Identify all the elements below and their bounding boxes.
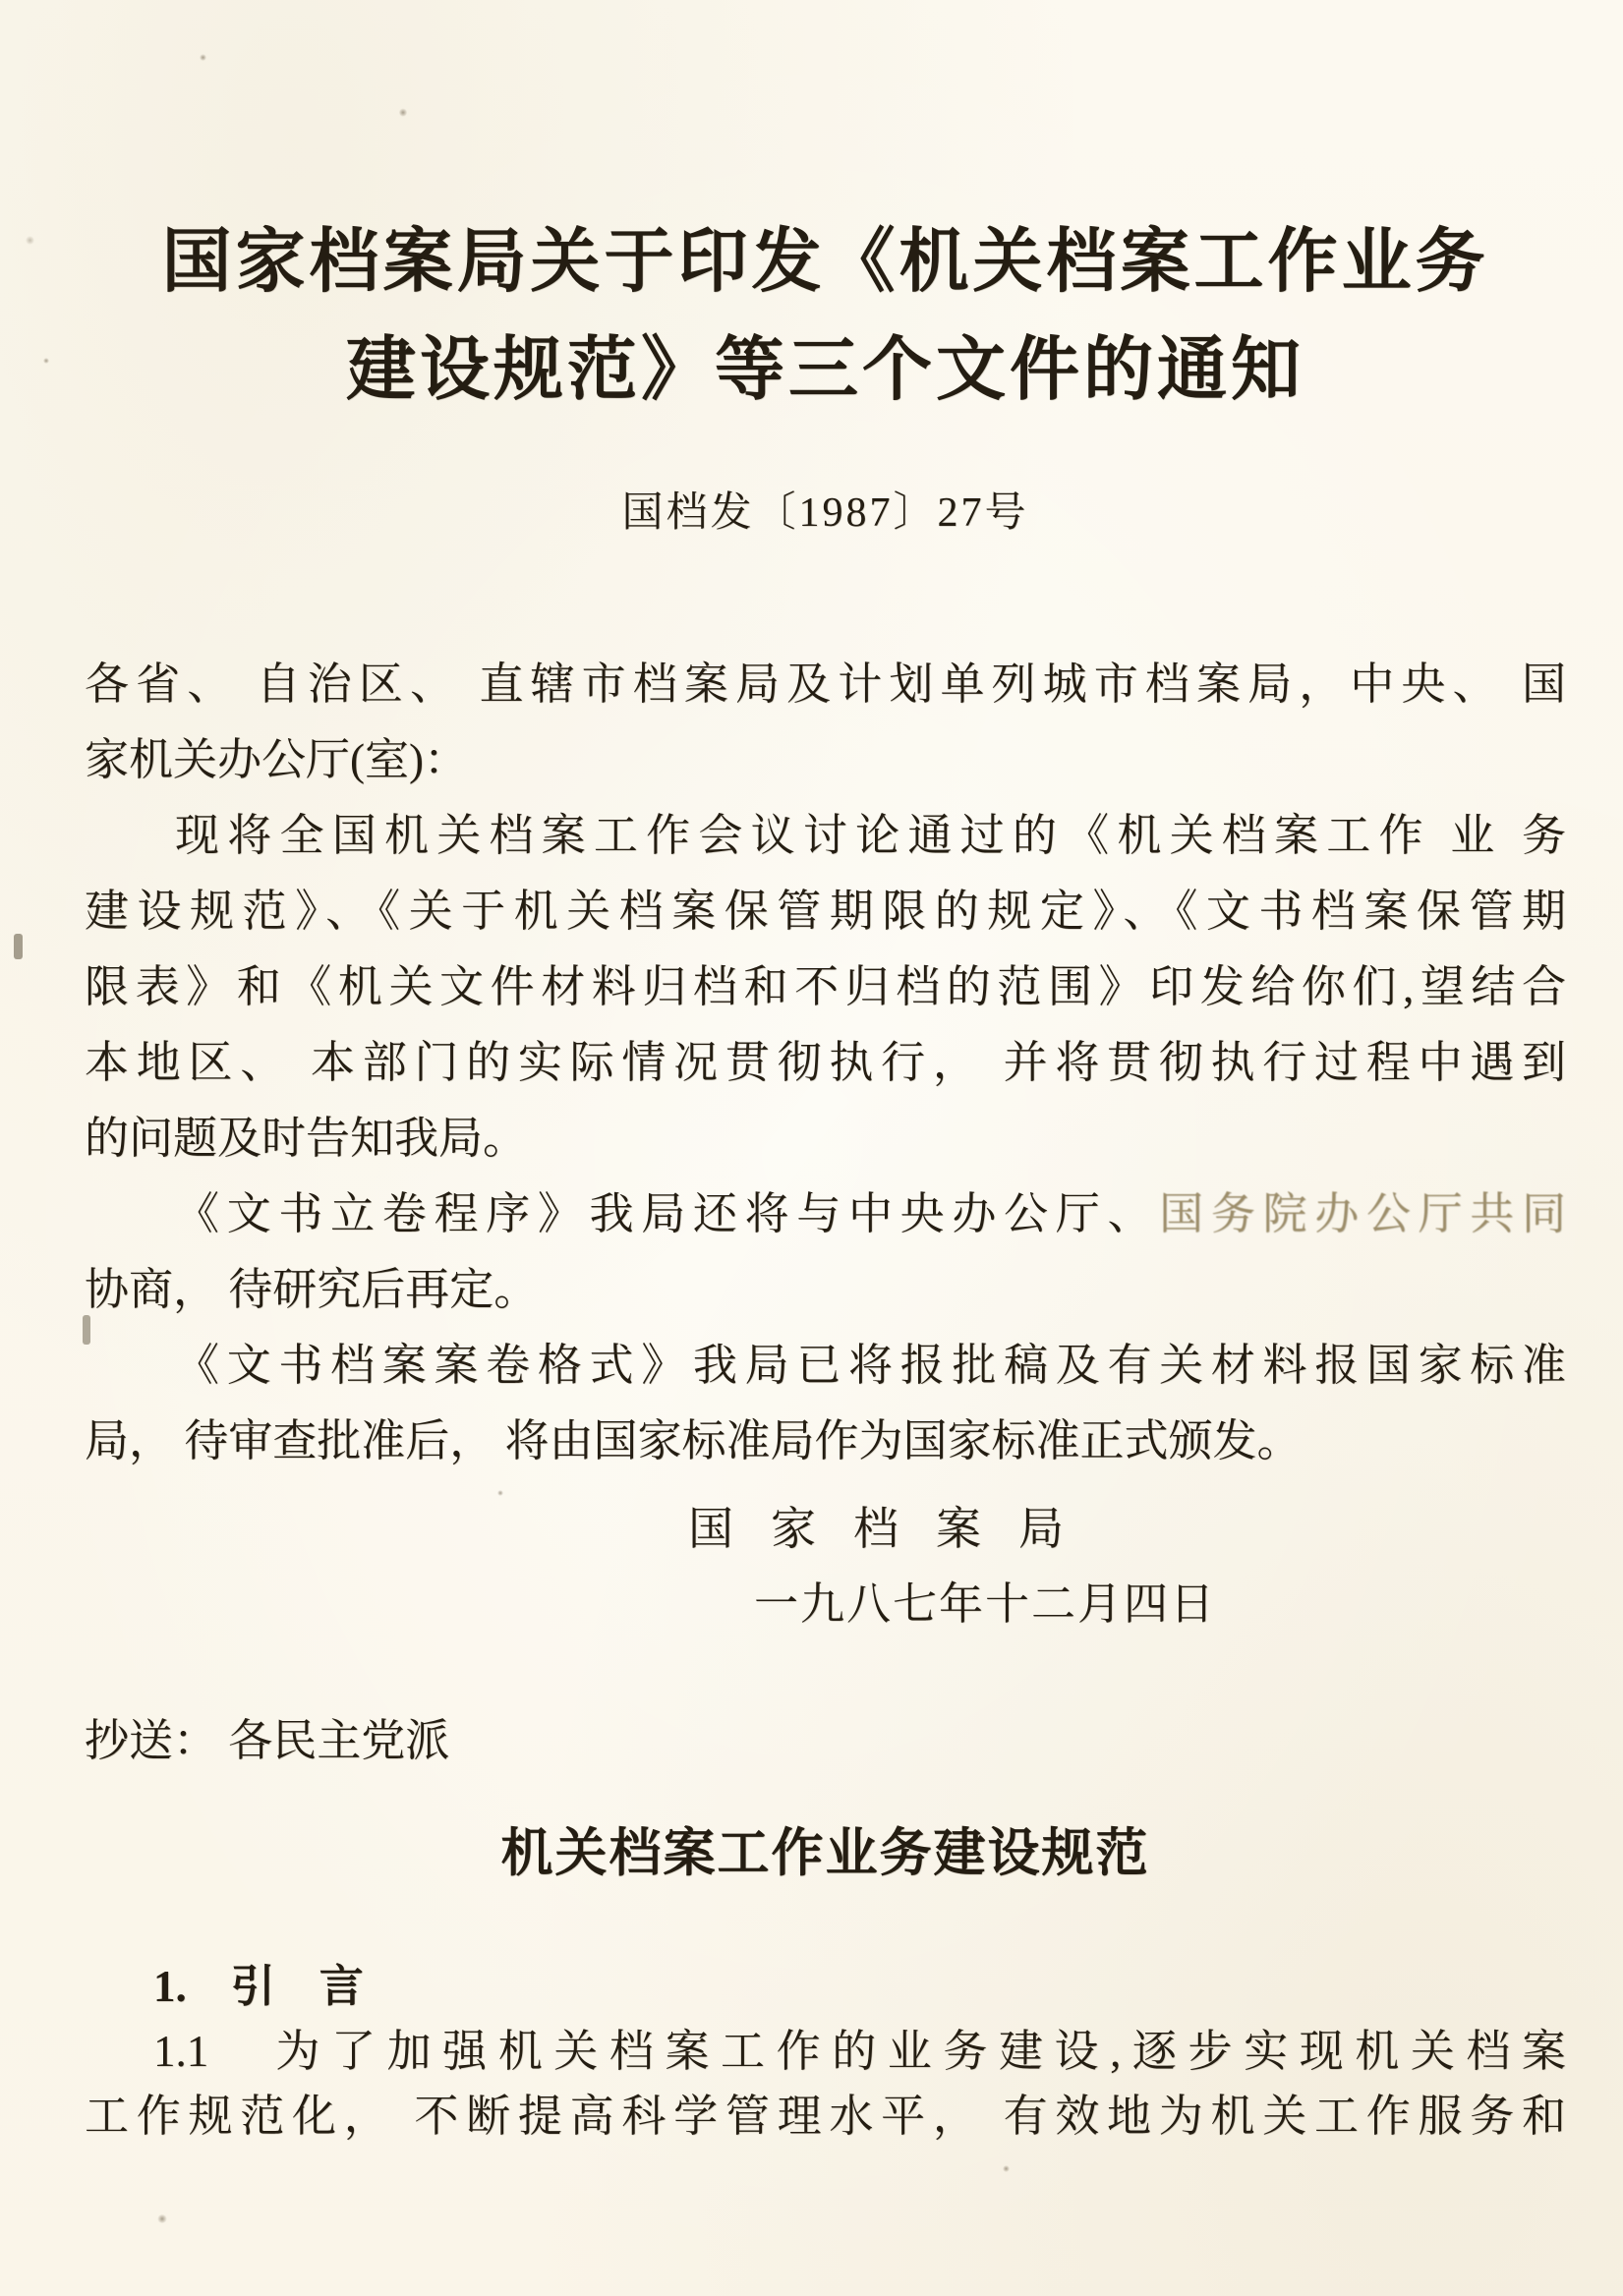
body-line-text: 建设规范》、《关于机关档案保管期限的规定》、《文书档案保管期 (85, 887, 1566, 936)
paper-speck (200, 54, 206, 61)
body-line-text-faded: 国务院办公厅共同 (1159, 1189, 1566, 1238)
body-line (85, 1328, 1566, 1404)
body-line-text: 局， 待审查批准后， 将由国家标准局作为国家标准正式颁发。 (85, 1416, 1302, 1465)
paper-speck (43, 358, 49, 364)
body-line-text: 家机关办公厅(室)： (85, 735, 468, 784)
attachment-section-heading: 1. 引 言 (153, 1962, 364, 2011)
body-line-text: 《文书立卷程序》我局还将与中央办公厅、 (175, 1189, 1160, 1238)
document-title (85, 208, 1566, 425)
body-line (85, 1025, 1566, 1101)
document-body (85, 647, 1566, 1479)
document-number: 国档发〔1987〕27号 (621, 490, 1029, 536)
body-line (85, 647, 1566, 722)
attachment-line (85, 2019, 1566, 2084)
body-line-text: 现将全国机关档案工作会议讨论通过的《机关档案工作 业 务 (175, 811, 1566, 860)
body-line-text: 本地区、 本部门的实际情况贯彻执行， 并将贯彻执行过程中遇到 (85, 1038, 1566, 1087)
title-line-1: 国家档案局关于印发《机关档案工作业务 (161, 224, 1489, 301)
body-line (85, 798, 1566, 874)
title-line-2: 建设规范》等三个文件的通知 (345, 332, 1304, 409)
paper-speck (14, 934, 23, 959)
body-line-text: 《文书档案案卷格式》我局已将报批稿及有关材料报国家标准 (175, 1341, 1566, 1390)
paper-speck (497, 1490, 503, 1496)
body-line-text: 各省、 自治区、 直辖市档案局及计划单列城市档案局，中央、 国 (85, 660, 1566, 709)
body-line-text: 限表》和《机关文件材料归档和不归档的范围》印发给你们,望结合 (85, 962, 1566, 1011)
body-line (85, 1404, 1566, 1479)
paper-speck (157, 2214, 167, 2223)
attachment-line (85, 2084, 1566, 2149)
body-line (85, 1101, 1566, 1177)
paper-speck (26, 236, 34, 245)
paper-speck (1003, 2165, 1010, 2172)
attachment-title: 机关档案工作业务建设规范 (500, 1825, 1150, 1882)
body-line-text: 协商， 待研究后再定。 (85, 1265, 539, 1314)
body-line (85, 1252, 1566, 1328)
signature-organization: 国家档案局 (688, 1504, 1101, 1554)
attachment-line-text: 工作规范化， 不断提高科学管理水平， 有效地为机关工作服务和 (85, 2092, 1566, 2141)
body-line (85, 722, 1566, 798)
paper-speck (83, 1315, 90, 1345)
cc-line: 抄送： 各民主党派 (85, 1716, 450, 1765)
body-line (85, 949, 1566, 1025)
attachment-line-text: 1.1 为了加强机关档案工作的业务建设,逐步实现机关档案 (153, 2027, 1566, 2076)
body-line (85, 874, 1566, 949)
body-line (85, 1177, 1566, 1252)
paper-speck (399, 108, 407, 117)
signature-date: 一九八七年十二月四日 (754, 1579, 1217, 1629)
body-line-text: 的问题及时告知我局。 (85, 1114, 528, 1163)
